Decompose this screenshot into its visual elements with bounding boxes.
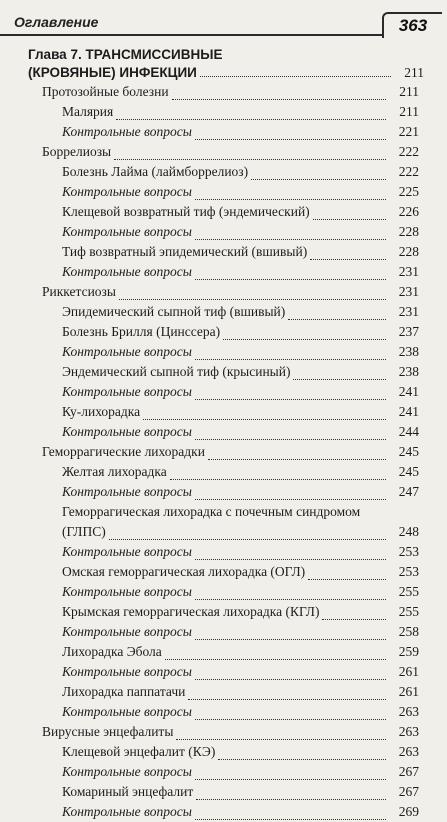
toc-entry-label: Контрольные вопросы xyxy=(62,344,192,359)
toc-list xyxy=(0,82,447,822)
toc-entry xyxy=(0,502,447,522)
toc-entry xyxy=(0,562,447,582)
toc-entry-label: Комариный энцефалит xyxy=(62,784,194,799)
leader-dots xyxy=(223,327,386,340)
leader-dots xyxy=(195,547,386,560)
toc-entry-page: 225 xyxy=(398,184,419,199)
leader-dots xyxy=(293,367,386,380)
toc-entry xyxy=(0,202,447,222)
toc-entry xyxy=(0,582,447,602)
toc-entry xyxy=(0,722,447,742)
leader-dots xyxy=(195,267,386,280)
toc-entry-label: Крымская геморрагическая лихорадка (КГЛ) xyxy=(62,604,320,619)
toc-entry-page: 228 xyxy=(398,224,419,239)
leader-dots xyxy=(195,487,386,500)
toc-entry-label: Контрольные вопросы xyxy=(62,124,192,139)
toc-entry-label: Контрольные вопросы xyxy=(62,544,192,559)
toc-entry-label: Эпидемический сыпной тиф (вшивый) xyxy=(62,304,286,319)
toc-entry xyxy=(0,362,447,382)
toc-entry-label: Омская геморрагическая лихорадка (ОГЛ) xyxy=(62,564,306,579)
toc-entry-label: Желтая лихорадка xyxy=(62,464,167,479)
toc-entry xyxy=(0,222,447,242)
leader-dots xyxy=(322,607,386,620)
chapter-title-text: (КРОВЯНЫЕ) ИНФЕКЦИИ xyxy=(28,65,197,80)
toc-entry-label: Контрольные вопросы xyxy=(62,704,192,719)
toc-entry-label: Ку-лихорадка xyxy=(62,404,141,419)
toc-entry xyxy=(0,662,447,682)
toc-entry-label: Клещевой энцефалит (КЭ) xyxy=(62,744,216,759)
section-title: Оглавление xyxy=(14,14,99,30)
toc-entry xyxy=(0,802,447,822)
toc-entry xyxy=(0,442,447,462)
toc-entry-page: 231 xyxy=(398,304,419,319)
leader-dots xyxy=(195,667,386,680)
toc-entry xyxy=(0,162,447,182)
leader-dots xyxy=(195,627,386,640)
toc-entry-label: Контрольные вопросы xyxy=(62,484,192,499)
toc-entry xyxy=(0,82,447,102)
toc-entry-label: Лихорадка паппатачи xyxy=(62,684,186,699)
leader-dots xyxy=(288,307,386,320)
toc-entry xyxy=(0,402,447,422)
leader-dots xyxy=(172,87,386,100)
toc-entry-page: 259 xyxy=(398,644,419,659)
toc-entry xyxy=(0,702,447,722)
toc-entry-page: 226 xyxy=(398,204,419,219)
leader-dots xyxy=(195,347,386,360)
toc-entry-page: 238 xyxy=(398,344,419,359)
leader-dots xyxy=(195,427,386,440)
toc-entry-label: Клещевой возвратный тиф (эндемический) xyxy=(62,204,310,219)
toc-entry-label: Геморрагическая лихорадка с почечным синдромом xyxy=(62,504,361,519)
leader-dots xyxy=(251,167,386,180)
chapter-title-line-2 xyxy=(28,64,424,82)
toc-entry-page: 231 xyxy=(398,264,419,279)
toc-entry-label: Боррелиозы xyxy=(42,144,112,159)
toc-entry-page: 263 xyxy=(398,744,419,759)
toc-entry-label: Контрольные вопросы xyxy=(62,584,192,599)
leader-dots xyxy=(313,207,386,220)
toc-entry xyxy=(0,482,447,502)
toc-entry-page: 263 xyxy=(398,724,419,739)
toc-entry-page: 258 xyxy=(398,624,419,639)
toc-entry-page: 241 xyxy=(398,404,419,419)
toc-entry xyxy=(0,762,447,782)
leader-dots xyxy=(195,387,386,400)
toc-entry-page: 253 xyxy=(398,544,419,559)
toc-entry xyxy=(0,322,447,342)
toc-entry-label: Вирусные энцефалиты xyxy=(42,724,174,739)
toc-entry-page: 261 xyxy=(398,664,419,679)
toc-entry xyxy=(0,342,447,362)
leader-dots xyxy=(200,64,391,77)
toc-entry-page: 244 xyxy=(398,424,419,439)
leader-dots xyxy=(116,107,386,120)
toc-entry xyxy=(0,602,447,622)
toc-entry xyxy=(0,242,447,262)
toc-entry-label: Геморрагические лихорадки xyxy=(42,444,205,459)
toc-entry xyxy=(0,142,447,162)
toc-entry-page: 255 xyxy=(398,604,419,619)
toc-entry-label: Лихорадка Эбола xyxy=(62,644,162,659)
chapter-heading xyxy=(28,46,424,82)
toc-entry xyxy=(0,622,447,642)
toc-entry xyxy=(0,302,447,322)
toc-entry-page: 222 xyxy=(398,164,419,179)
toc-entry-page: 237 xyxy=(398,324,419,339)
toc-entry-label: Протозойные болезни xyxy=(42,84,169,99)
toc-entry-page: 248 xyxy=(398,524,419,539)
leader-dots xyxy=(170,467,386,480)
leader-dots xyxy=(109,527,386,540)
leader-dots xyxy=(176,727,386,740)
leader-dots xyxy=(114,147,386,160)
toc-entry xyxy=(0,642,447,662)
toc-entry-page: 211 xyxy=(399,84,419,99)
toc-entry-page: 245 xyxy=(398,464,419,479)
leader-dots xyxy=(218,747,386,760)
toc-entry-page: 247 xyxy=(398,484,419,499)
leader-dots xyxy=(195,127,386,140)
toc-entry-page: 245 xyxy=(398,444,419,459)
toc-entry xyxy=(0,102,447,122)
toc-entry xyxy=(0,182,447,202)
toc-entry-label: Контрольные вопросы xyxy=(62,804,192,819)
toc-entry-label: Контрольные вопросы xyxy=(62,184,192,199)
toc-entry-page: 222 xyxy=(398,144,419,159)
toc-entry-label: Эндемический сыпной тиф (крысиный) xyxy=(62,364,291,379)
leader-dots xyxy=(143,407,386,420)
leader-dots xyxy=(195,707,386,720)
toc-entry-label: Контрольные вопросы xyxy=(62,624,192,639)
toc-entry-label: Малярия xyxy=(62,104,114,119)
leader-dots xyxy=(195,227,386,240)
toc-entry-page: 211 xyxy=(399,104,419,119)
toc-entry-label: Болезнь Лайма (лаймборрелиоз) xyxy=(62,164,249,179)
toc-entry-page: 221 xyxy=(398,124,419,139)
leader-dots xyxy=(195,767,386,780)
toc-entry-page: 263 xyxy=(398,704,419,719)
leader-dots xyxy=(195,187,386,200)
toc-entry-page: 255 xyxy=(398,584,419,599)
leader-dots xyxy=(165,647,386,660)
toc-entry-label: Контрольные вопросы xyxy=(62,764,192,779)
toc-entry xyxy=(0,122,447,142)
page-number: 363 xyxy=(382,12,442,38)
toc-entry xyxy=(0,782,447,802)
toc-entry-page: 267 xyxy=(398,764,419,779)
toc-entry xyxy=(0,682,447,702)
toc-entry xyxy=(0,382,447,402)
toc-entry-label: Контрольные вопросы xyxy=(62,384,192,399)
running-header xyxy=(0,12,447,38)
toc-entry-page: 228 xyxy=(398,244,419,259)
toc-entry-label: Контрольные вопросы xyxy=(62,664,192,679)
toc-entry xyxy=(0,522,447,542)
toc-entry-page: 267 xyxy=(398,784,419,799)
toc-entry xyxy=(0,282,447,302)
toc-entry-label: Контрольные вопросы xyxy=(62,224,192,239)
toc-entry-page: 253 xyxy=(398,564,419,579)
leader-dots xyxy=(308,567,386,580)
toc-entry-label: Тиф возвратный эпидемический (вшивый) xyxy=(62,244,308,259)
toc-entry-page: 238 xyxy=(398,364,419,379)
toc-entry xyxy=(0,542,447,562)
toc-entry-page: 231 xyxy=(398,284,419,299)
leader-dots xyxy=(310,247,386,260)
toc-entry-label: Контрольные вопросы xyxy=(62,264,192,279)
leader-dots xyxy=(195,587,386,600)
chapter-title-line-1: Глава 7. ТРАНСМИССИВНЫЕ xyxy=(28,47,223,62)
toc-entry-label: Контрольные вопросы xyxy=(62,424,192,439)
toc-entry-page: 261 xyxy=(398,684,419,699)
toc-entry xyxy=(0,422,447,442)
toc-entry xyxy=(0,262,447,282)
leader-dots xyxy=(196,787,386,800)
leader-dots xyxy=(119,287,386,300)
toc-entry xyxy=(0,462,447,482)
toc-entry-page: 241 xyxy=(398,384,419,399)
toc-entry-page: 269 xyxy=(398,804,419,819)
chapter-page: 211 xyxy=(404,65,424,80)
toc-entry-label: (ГЛПС) xyxy=(62,524,106,539)
leader-dots xyxy=(208,447,386,460)
header-rule xyxy=(0,34,384,36)
leader-dots xyxy=(188,687,386,700)
toc-entry xyxy=(0,742,447,762)
leader-dots xyxy=(195,807,386,820)
toc-entry-label: Болезнь Брилля (Цинссера) xyxy=(62,324,221,339)
toc-entry-label: Риккетсиозы xyxy=(42,284,116,299)
